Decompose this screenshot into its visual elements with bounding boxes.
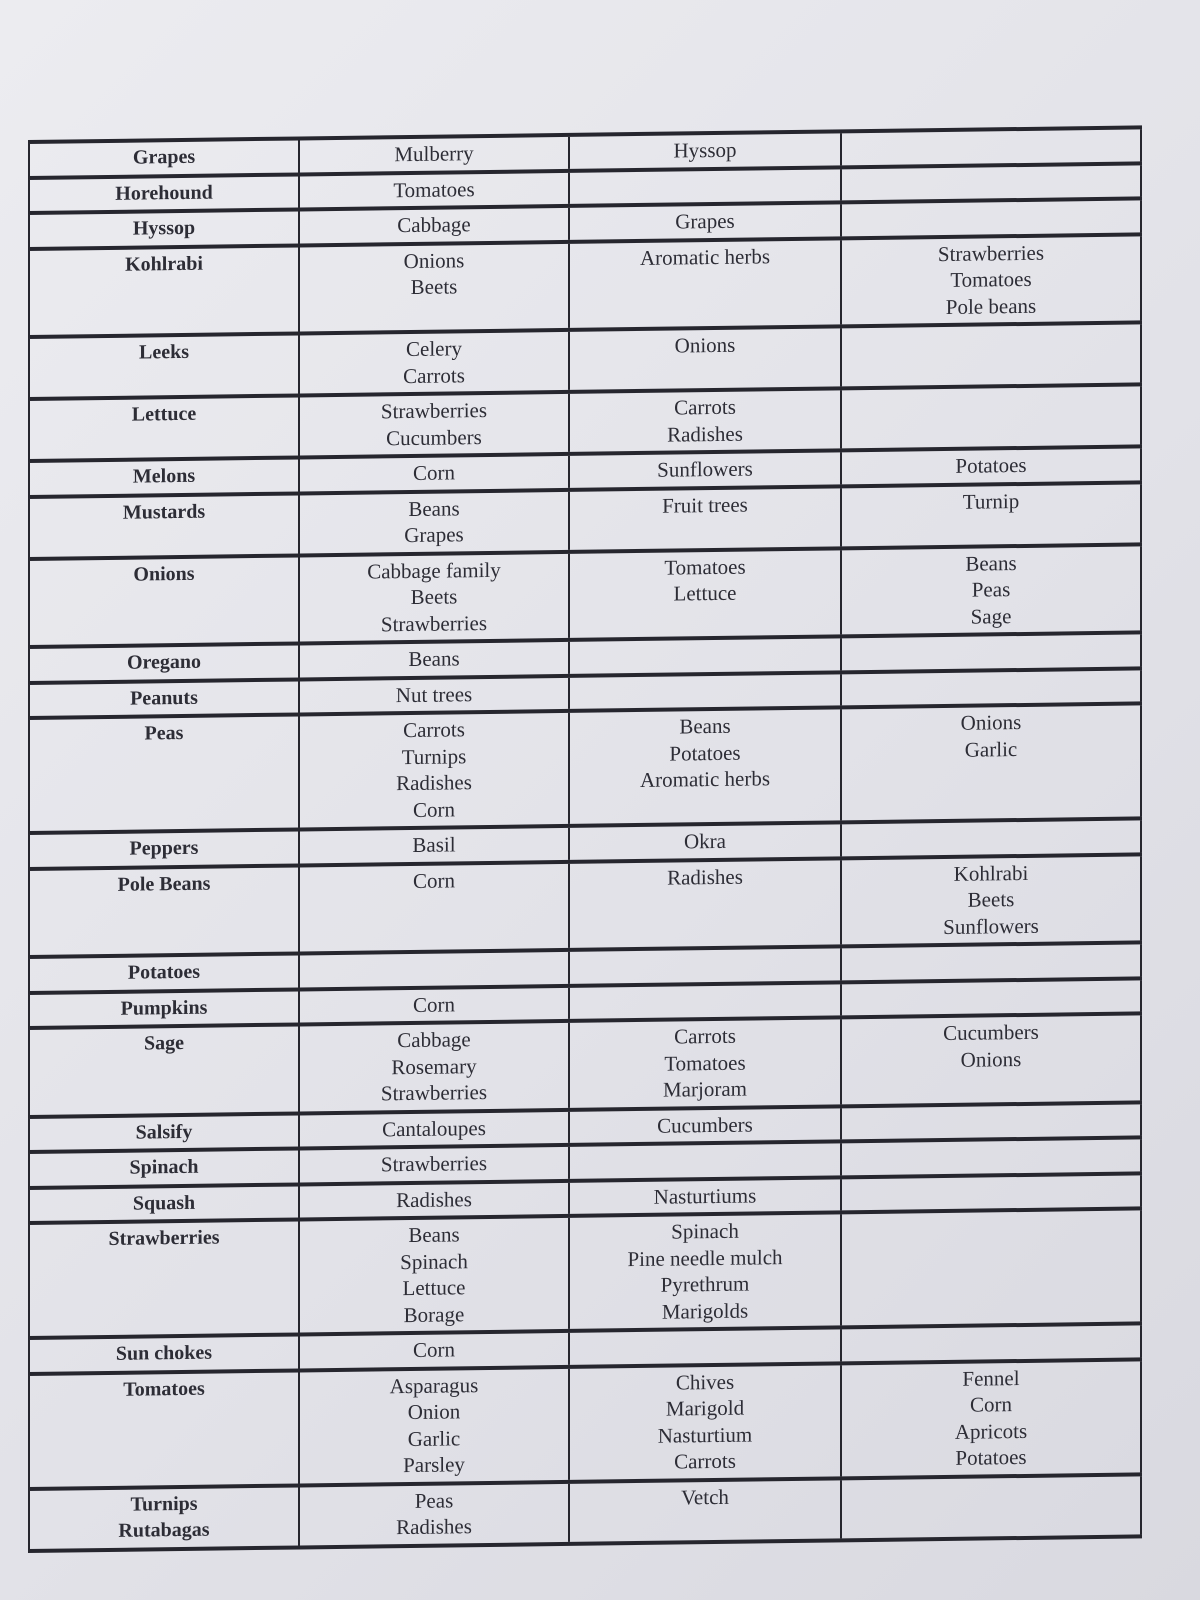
companion-cell-2 (569, 486, 841, 552)
cell-text: Hyssop (673, 137, 737, 163)
companion-cell (299, 711, 569, 830)
cell-text: Lettuce (673, 580, 737, 606)
cell-text: Spinach (400, 1248, 468, 1274)
cell-text: Cucumbers (386, 424, 482, 450)
cell-text: Beets (410, 274, 458, 299)
plant-cell (29, 679, 299, 718)
cell-text: Sage (970, 603, 1012, 629)
companion-cell-3 (841, 1137, 1141, 1176)
cell-text: Onions (960, 709, 1022, 735)
cell-text: Vetch (681, 1484, 729, 1509)
cell-text: Tomatoes (123, 1377, 205, 1401)
cell-text: Peas (971, 577, 1011, 602)
cell-text: Cabbage (397, 1027, 471, 1053)
cell-text: Hyssop (132, 216, 196, 240)
cell-text: Sage (144, 1031, 184, 1055)
plant-cell (29, 1334, 299, 1373)
plant-cell (29, 333, 299, 399)
cell-text: Cabbage (397, 212, 471, 238)
companion-cell (299, 1021, 569, 1113)
cell-text: Turnips (401, 743, 467, 769)
table-row (29, 1013, 1141, 1116)
cell-text: Onions (960, 1046, 1022, 1072)
cell-text: Garlic (964, 736, 1018, 762)
cell-text: Tomatoes (950, 266, 1032, 292)
cell-text: Fennel (962, 1365, 1020, 1391)
companion-cell-2 (569, 707, 841, 826)
cell-text: Radishes (667, 864, 743, 890)
cell-text: Strawberries (108, 1226, 220, 1250)
cell-text: Carrots (674, 1448, 736, 1474)
cell-text: Lettuce (402, 1275, 466, 1301)
cell-text: Turnip (962, 488, 1020, 514)
companion-cell (299, 551, 569, 643)
cell-text: Onions (133, 562, 195, 586)
companion-cell (299, 392, 569, 458)
companion-cell (299, 1145, 569, 1184)
cell-text: Strawberries (937, 240, 1045, 266)
table-row (29, 854, 1141, 957)
companion-cell-2 (569, 1141, 841, 1180)
cell-text: Onions (674, 332, 736, 358)
cell-text: Radishes (667, 421, 743, 447)
table-row (29, 544, 1141, 647)
cell-text: Nasturtiums (653, 1182, 757, 1209)
companion-cell-2 (569, 1106, 841, 1145)
plant-cell (29, 1024, 299, 1116)
companion-cell (299, 1180, 569, 1219)
companion-cell (299, 1216, 569, 1335)
companion-cell-3 (841, 1359, 1141, 1478)
cell-text: Salsify (135, 1120, 193, 1144)
plant-cell (29, 138, 299, 177)
cell-text: Marigolds (661, 1298, 749, 1324)
cell-text: Beans (965, 550, 1017, 576)
table-row (29, 1474, 1141, 1551)
companion-cell-3 (841, 384, 1141, 450)
cell-text: Strawberries (380, 610, 488, 636)
cell-text: Peas (414, 1487, 454, 1513)
cell-text: Corn (413, 991, 455, 1017)
cell-text: Chives (675, 1369, 735, 1395)
cell-text: Parsley (403, 1452, 465, 1478)
companion-cell (299, 206, 569, 245)
cell-text: Cantaloupes (382, 1115, 486, 1141)
cell-text: Potatoes (669, 740, 741, 766)
cell-text: Spinach (129, 1155, 199, 1179)
companion-cell-2 (569, 131, 841, 170)
companion-cell-3 (841, 854, 1141, 946)
companion-cell-2 (569, 822, 841, 861)
plant-cell (29, 865, 299, 957)
companion-cell-2 (569, 1212, 841, 1331)
cell-text: Strawberries (380, 1079, 488, 1106)
companion-cell-2 (569, 858, 841, 950)
plant-cell (29, 953, 299, 992)
cell-text: Tomatoes (664, 1050, 746, 1076)
cell-text: Basil (412, 832, 456, 857)
companion-cell (299, 985, 569, 1024)
cell-text: Pine needle mulch (627, 1244, 783, 1271)
companion-planting-table (28, 125, 1142, 1552)
cell-text: Aromatic herbs (639, 243, 771, 270)
companion-cell (299, 1331, 569, 1370)
companion-cell (299, 1366, 569, 1485)
cell-text: Mulberry (394, 141, 474, 167)
companion-cell-3 (841, 942, 1141, 981)
plant-cell (29, 714, 299, 833)
companion-cell-3 (841, 818, 1141, 857)
cell-text: Kohlrabi (953, 860, 1029, 886)
cell-text: Potatoes (955, 1444, 1027, 1470)
companion-cell-2 (569, 982, 841, 1021)
cell-text: Radishes (396, 1186, 472, 1212)
plant-cell (29, 1370, 299, 1489)
companion-cell (299, 241, 569, 333)
cell-text: Oregano (126, 650, 202, 674)
companion-cell-2 (569, 388, 841, 454)
companion-cell-2 (569, 1177, 841, 1216)
cell-text: Pumpkins (120, 996, 208, 1020)
cell-text: Strawberries (380, 397, 488, 424)
cell-text: Radishes (396, 770, 472, 796)
companion-cell (299, 1481, 569, 1547)
companion-cell (299, 675, 569, 714)
cell-text: Rosemary (391, 1053, 477, 1079)
cell-text: Potatoes (127, 960, 201, 984)
cell-text: Corn (413, 1337, 455, 1362)
cell-text: Beans (408, 495, 460, 521)
cell-text: Grapes (675, 208, 735, 234)
companion-cell (299, 135, 569, 174)
cell-text: Grapes (132, 145, 196, 169)
companion-cell-3 (841, 1323, 1141, 1362)
cell-text: Borage (403, 1301, 465, 1327)
companion-cell-2 (569, 1327, 841, 1366)
companion-cell-2 (569, 1478, 841, 1544)
companion-cell-3 (841, 482, 1141, 548)
companion-cell (299, 454, 569, 493)
plant-cell (29, 1485, 299, 1551)
companion-cell (299, 170, 569, 209)
companion-cell-3 (841, 127, 1141, 166)
companion-cell-2 (569, 202, 841, 241)
companion-cell-3 (841, 234, 1141, 326)
cell-text: Lettuce (131, 402, 197, 426)
cell-text: Pole beans (945, 293, 1037, 319)
companion-cell-3 (841, 978, 1141, 1017)
cell-text: Onions (403, 247, 465, 273)
cell-text: Onion (407, 1399, 461, 1425)
cell-text: Carrots (403, 362, 465, 388)
cell-text: Kohlrabi (125, 252, 203, 276)
cell-text: Strawberries (380, 1150, 488, 1177)
cell-text: Turnips (130, 1492, 198, 1516)
plant-cell (29, 174, 299, 213)
companion-cell-2 (569, 672, 841, 711)
cell-text: Cucumbers (657, 1112, 753, 1138)
plant-cell (29, 989, 299, 1028)
cell-text: Aromatic herbs (639, 766, 771, 792)
cell-text: Leeks (139, 340, 189, 364)
cell-text: Corn (970, 1392, 1012, 1417)
companion-cell (299, 826, 569, 865)
companion-cell-3 (841, 1208, 1141, 1327)
cell-text: Tomatoes (393, 176, 475, 202)
cell-text: Nasturtium (657, 1422, 753, 1448)
cell-text: Squash (132, 1191, 196, 1215)
companion-cell-3 (841, 446, 1141, 485)
companion-cell (299, 950, 569, 989)
table-row (29, 234, 1141, 337)
companion-cell-3 (841, 198, 1141, 237)
plant-cell (29, 1184, 299, 1223)
companion-cell (299, 861, 569, 953)
companion-cell-3 (841, 163, 1141, 202)
companion-cell-2 (569, 946, 841, 985)
cell-text: Pyrethrum (660, 1271, 750, 1297)
plant-cell (29, 493, 299, 559)
companion-cell-2 (569, 1363, 841, 1482)
plant-cell (29, 245, 299, 337)
companion-cell-2 (569, 1017, 841, 1109)
cell-text: Beans (408, 646, 460, 672)
cell-text: Spinach (671, 1218, 739, 1244)
table-body (29, 127, 1141, 1550)
plant-cell (29, 457, 299, 496)
cell-text: Sun chokes (115, 1341, 213, 1365)
companion-cell-2 (569, 450, 841, 489)
table-row (29, 1208, 1141, 1338)
cell-text: Marjoram (663, 1076, 747, 1102)
cell-text: Corn (413, 796, 455, 822)
companion-cell-3 (841, 1474, 1141, 1540)
companion-cell (299, 640, 569, 679)
cell-text: Horehound (115, 181, 213, 205)
companion-cell-2 (569, 167, 841, 206)
companion-cell-2 (569, 548, 841, 640)
companion-cell (299, 1109, 569, 1148)
cell-text: Peanuts (130, 686, 198, 710)
cell-text: Corn (413, 867, 455, 893)
plant-cell (29, 209, 299, 248)
companion-cell-3 (841, 322, 1141, 388)
companion-planting-table-wrapper (28, 125, 1140, 1552)
cell-text: Cucumbers (943, 1019, 1039, 1046)
cell-text: Tomatoes (664, 554, 746, 580)
companion-cell-3 (841, 1013, 1141, 1105)
companion-cell-2 (569, 238, 841, 330)
companion-cell-2 (569, 326, 841, 392)
cell-text: Beets (967, 887, 1015, 912)
cell-text: Nut trees (395, 681, 473, 707)
cell-text: Corn (413, 460, 455, 485)
cell-text: Cabbage family (367, 557, 501, 584)
table-row (29, 1359, 1141, 1489)
cell-text: Beets (410, 584, 458, 609)
cell-text: Apricots (954, 1418, 1028, 1444)
cell-text: Radishes (396, 1514, 472, 1540)
cell-text: Carrots (674, 1023, 736, 1049)
plant-cell (29, 1148, 299, 1187)
companion-cell-2 (569, 636, 841, 675)
companion-cell-3 (841, 668, 1141, 707)
cell-text: Carrots (674, 394, 736, 420)
cell-text: Beans (408, 1222, 460, 1248)
cell-text: Rutabagas (118, 1518, 210, 1542)
cell-text: Fruit trees (662, 492, 748, 518)
cell-text: Sunflowers (943, 913, 1039, 939)
cell-text: Garlic (407, 1425, 461, 1451)
cell-text: Potatoes (955, 452, 1027, 478)
plant-cell (29, 829, 299, 868)
cell-text: Celery (406, 336, 462, 362)
companion-cell (299, 330, 569, 396)
companion-cell-3 (841, 703, 1141, 822)
cell-text: Melons (132, 464, 196, 488)
plant-cell (29, 1113, 299, 1152)
companion-cell-3 (841, 1173, 1141, 1212)
cell-text: Pole Beans (117, 872, 211, 896)
cell-text: Carrots (403, 717, 465, 743)
cell-text: Beans (679, 713, 731, 739)
cell-text: Grapes (404, 522, 464, 548)
cell-text: Asparagus (389, 1372, 479, 1398)
companion-cell-3 (841, 544, 1141, 636)
cell-text: Peppers (129, 836, 199, 860)
plant-cell (29, 555, 299, 647)
plant-cell (29, 395, 299, 461)
cell-text: Okra (684, 828, 726, 854)
companion-cell-3 (841, 1102, 1141, 1141)
table-row (29, 703, 1141, 833)
plant-cell (29, 1219, 299, 1338)
cell-text: Sunflowers (657, 456, 753, 482)
cell-text: Mustards (122, 500, 206, 524)
cell-text: Marigold (665, 1395, 745, 1421)
plant-cell (29, 643, 299, 682)
companion-cell (299, 489, 569, 555)
cell-text: Peas (144, 721, 184, 745)
companion-cell-3 (841, 632, 1141, 671)
